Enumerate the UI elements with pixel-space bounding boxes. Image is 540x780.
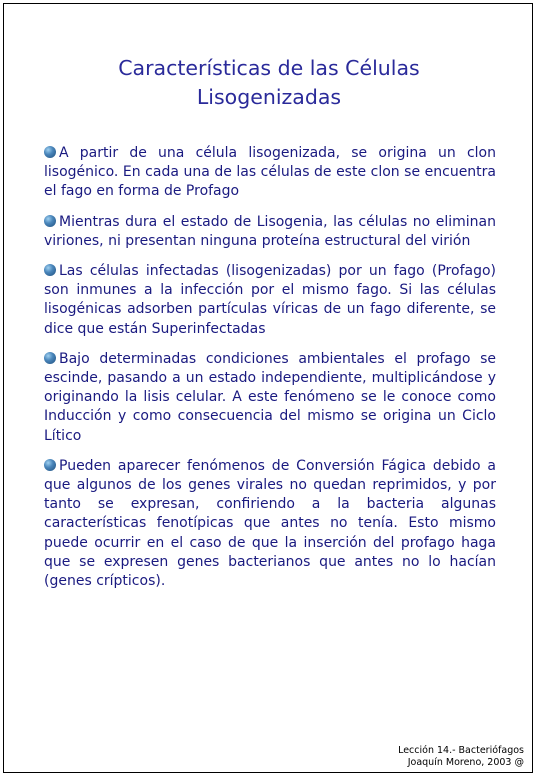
bullet-icon — [44, 352, 56, 364]
list-item-text: Bajo determinadas condiciones ambientales el profago se escinde, pasando a un estado independiente, multiplicándose y originando la lisis celular. A este fenómeno se le conoce como Inducción y como consecuencia del mismo se origina un Ciclo Lítico — [44, 350, 496, 444]
bullet-list — [44, 144, 496, 602]
footer-lesson: Lección 14.- Bacteriófagos — [398, 745, 524, 756]
list-item-text: A partir de una célula lisogenizada, se origina un clon lisogénico. En cada una de las células de este clon se encuentra el fago en forma de Profago — [44, 145, 496, 200]
bullet-icon — [44, 264, 56, 276]
title-line-1: Características de las Células — [118, 56, 420, 80]
bullet-icon — [44, 215, 56, 227]
bullet-icon — [44, 146, 56, 158]
footer-author: Joaquín Moreno, 2003 @ — [407, 757, 524, 768]
title-line-2: Lisogenizadas — [196, 85, 342, 109]
list-item — [44, 262, 496, 339]
footer — [398, 745, 524, 769]
list-item-text: Mientras dura el estado de Lisogenia, las células no eliminan viriones, ni presentan ninguna proteína estructural del virión — [44, 213, 496, 249]
list-item-text: Las células infectadas (lisogenizadas) por un fago (Profago) son inmunes a la infección por el mismo fago. Si las células lisogénicas adsorben partículas víricas de un fago diferente, se dice que están Superinfectadas — [44, 263, 496, 337]
list-item — [44, 350, 496, 446]
page-title — [4, 54, 534, 112]
list-item — [44, 144, 496, 202]
bullet-icon — [44, 459, 56, 471]
list-item-text: Pueden aparecer fenómenos de Conversión Fágica debido a que algunos de los genes virales no quedan reprimidos, y por tanto se expresan, confiriendo a la bacteria algunas características fenotípicas que antes no tenía. Esto mismo puede ocurrir en el caso de que la inserción del profago haga que se expresen genes bacterianos que antes no lo hacían (genes crípticos). — [44, 457, 496, 590]
list-item — [44, 213, 496, 251]
list-item — [44, 457, 496, 591]
slide-page — [3, 3, 533, 773]
